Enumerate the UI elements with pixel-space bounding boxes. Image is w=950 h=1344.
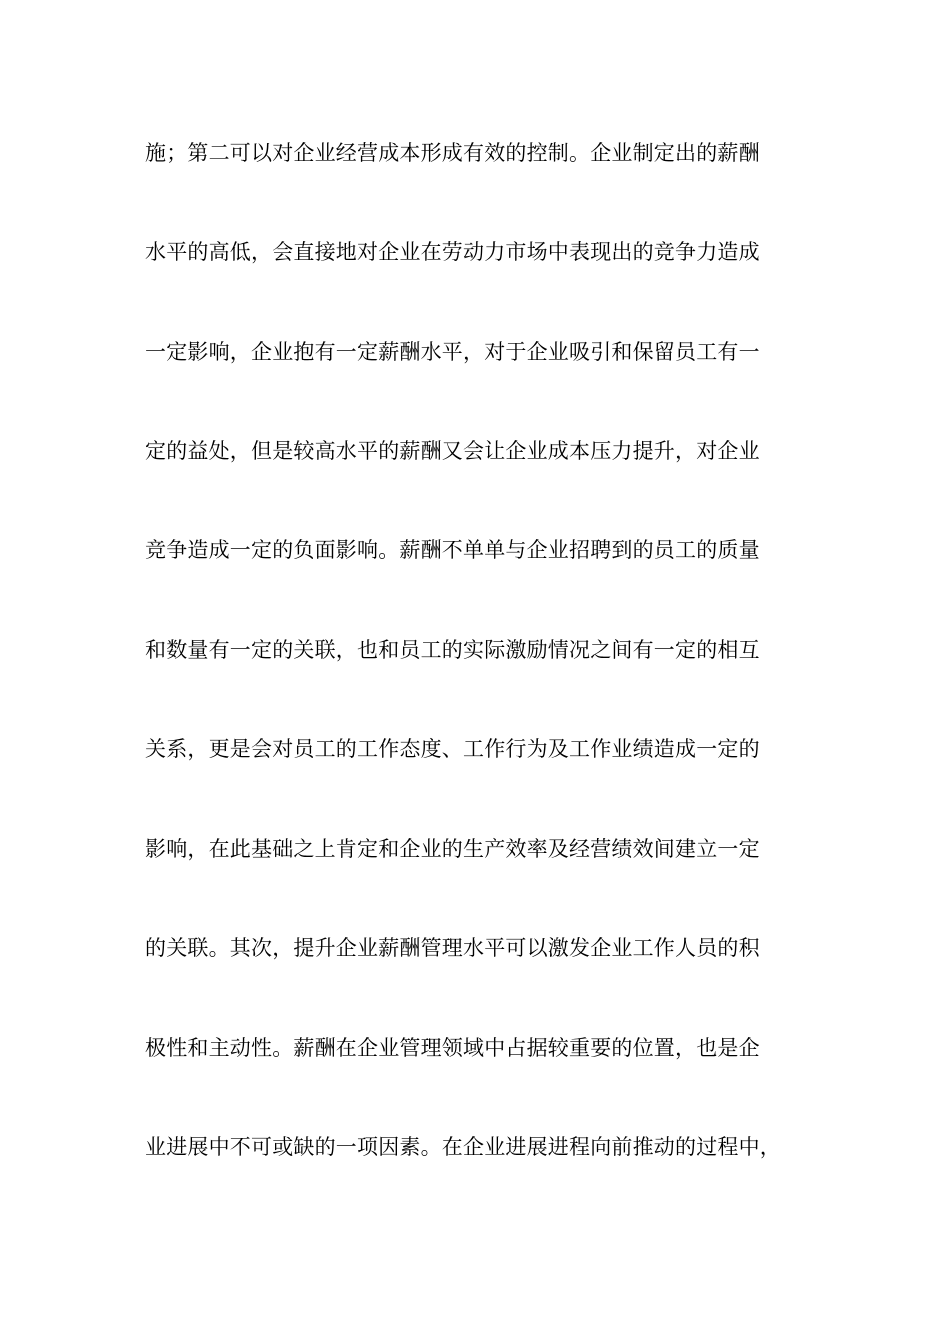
text-line: 的关联。其次，提升企业薪酬管理水平可以激发企业工作人员的积	[145, 936, 760, 960]
text-line: 极性和主动性。薪酬在企业管理领域中占据较重要的位置，也是企	[145, 1036, 760, 1060]
text-line: 竞争造成一定的负面影响。薪酬不单单与企业招聘到的员工的质量	[145, 538, 760, 562]
text-line: 业进展中不可或缺的一项因素。在企业进展进程向前推动的过程中，	[145, 1135, 781, 1159]
text-line: 施；第二可以对企业经营成本形成有效的控制。企业制定出的薪酬	[145, 141, 760, 165]
text-line: 和数量有一定的关联，也和员工的实际激励情况之间有一定的相互	[145, 638, 760, 662]
text-line: 关系，更是会对员工的工作态度、工作行为及工作业绩造成一定的	[145, 737, 760, 761]
text-line: 定的益处，但是较高水平的薪酬又会让企业成本压力提升，对企业	[145, 439, 760, 463]
text-line: 水平的高低，会直接地对企业在劳动力市场中表现出的竞争力造成	[145, 240, 760, 264]
text-line: 影响，在此基础之上肯定和企业的生产效率及经营绩效间建立一定	[145, 837, 760, 861]
text-line: 一定影响，企业抱有一定薪酬水平，对于企业吸引和保留员工有一	[145, 340, 760, 364]
